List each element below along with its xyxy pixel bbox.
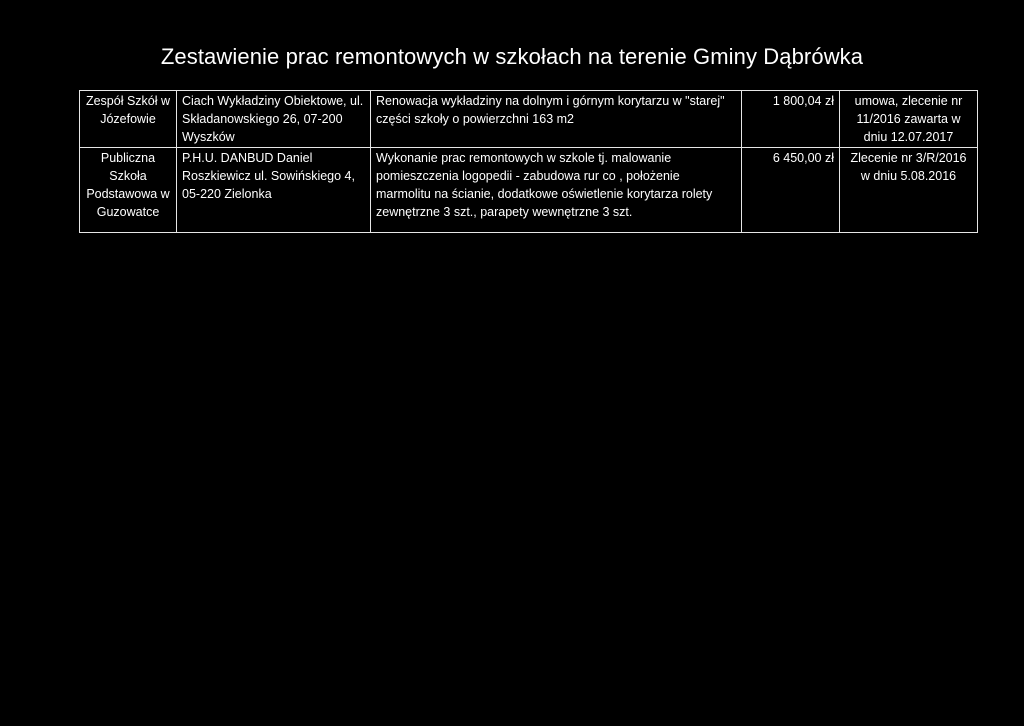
- renovation-table: [79, 90, 978, 233]
- amount-cell: 6 450,00 zł: [742, 148, 840, 233]
- page-title: Zestawienie prac remontowych w szkołach na terenie Gminy Dąbrówka: [160, 44, 864, 69]
- school-cell: Zespół Szkół w Józefowie: [80, 91, 177, 148]
- table-row: [80, 91, 978, 148]
- school-cell: Publiczna Szkoła Podstawowa w Guzowatce: [80, 148, 177, 233]
- contract-cell: umowa, zlecenie nr 11/2016 zawarta w dniu 12.07.2017: [840, 91, 978, 148]
- table-row: [80, 148, 978, 233]
- work-description-cell: Renowacja wykładziny na dolnym i górnym korytarzu w "starej" części szkoły o powierzchni 163 m2: [371, 91, 742, 148]
- work-description-cell: Wykonanie prac remontowych w szkole tj. malowanie pomieszczenia logopedii - zabudowa rur co , położenie marmolitu na ścianie, dodatkowe oświetlenie korytarza rolety zewnętrzne 3 szt., parapety wewnętrzne 3 szt.: [371, 148, 742, 233]
- amount-cell: 1 800,04 zł: [742, 91, 840, 148]
- contractor-cell: Ciach Wykładziny Obiektowe, ul. Składanowskiego 26, 07-200 Wyszków: [177, 91, 371, 148]
- contract-cell: Zlecenie nr 3/R/2016 w dniu 5.08.2016: [840, 148, 978, 233]
- contractor-cell: P.H.U. DANBUD Daniel Roszkiewicz ul. Sowińskiego 4, 05-220 Zielonka: [177, 148, 371, 233]
